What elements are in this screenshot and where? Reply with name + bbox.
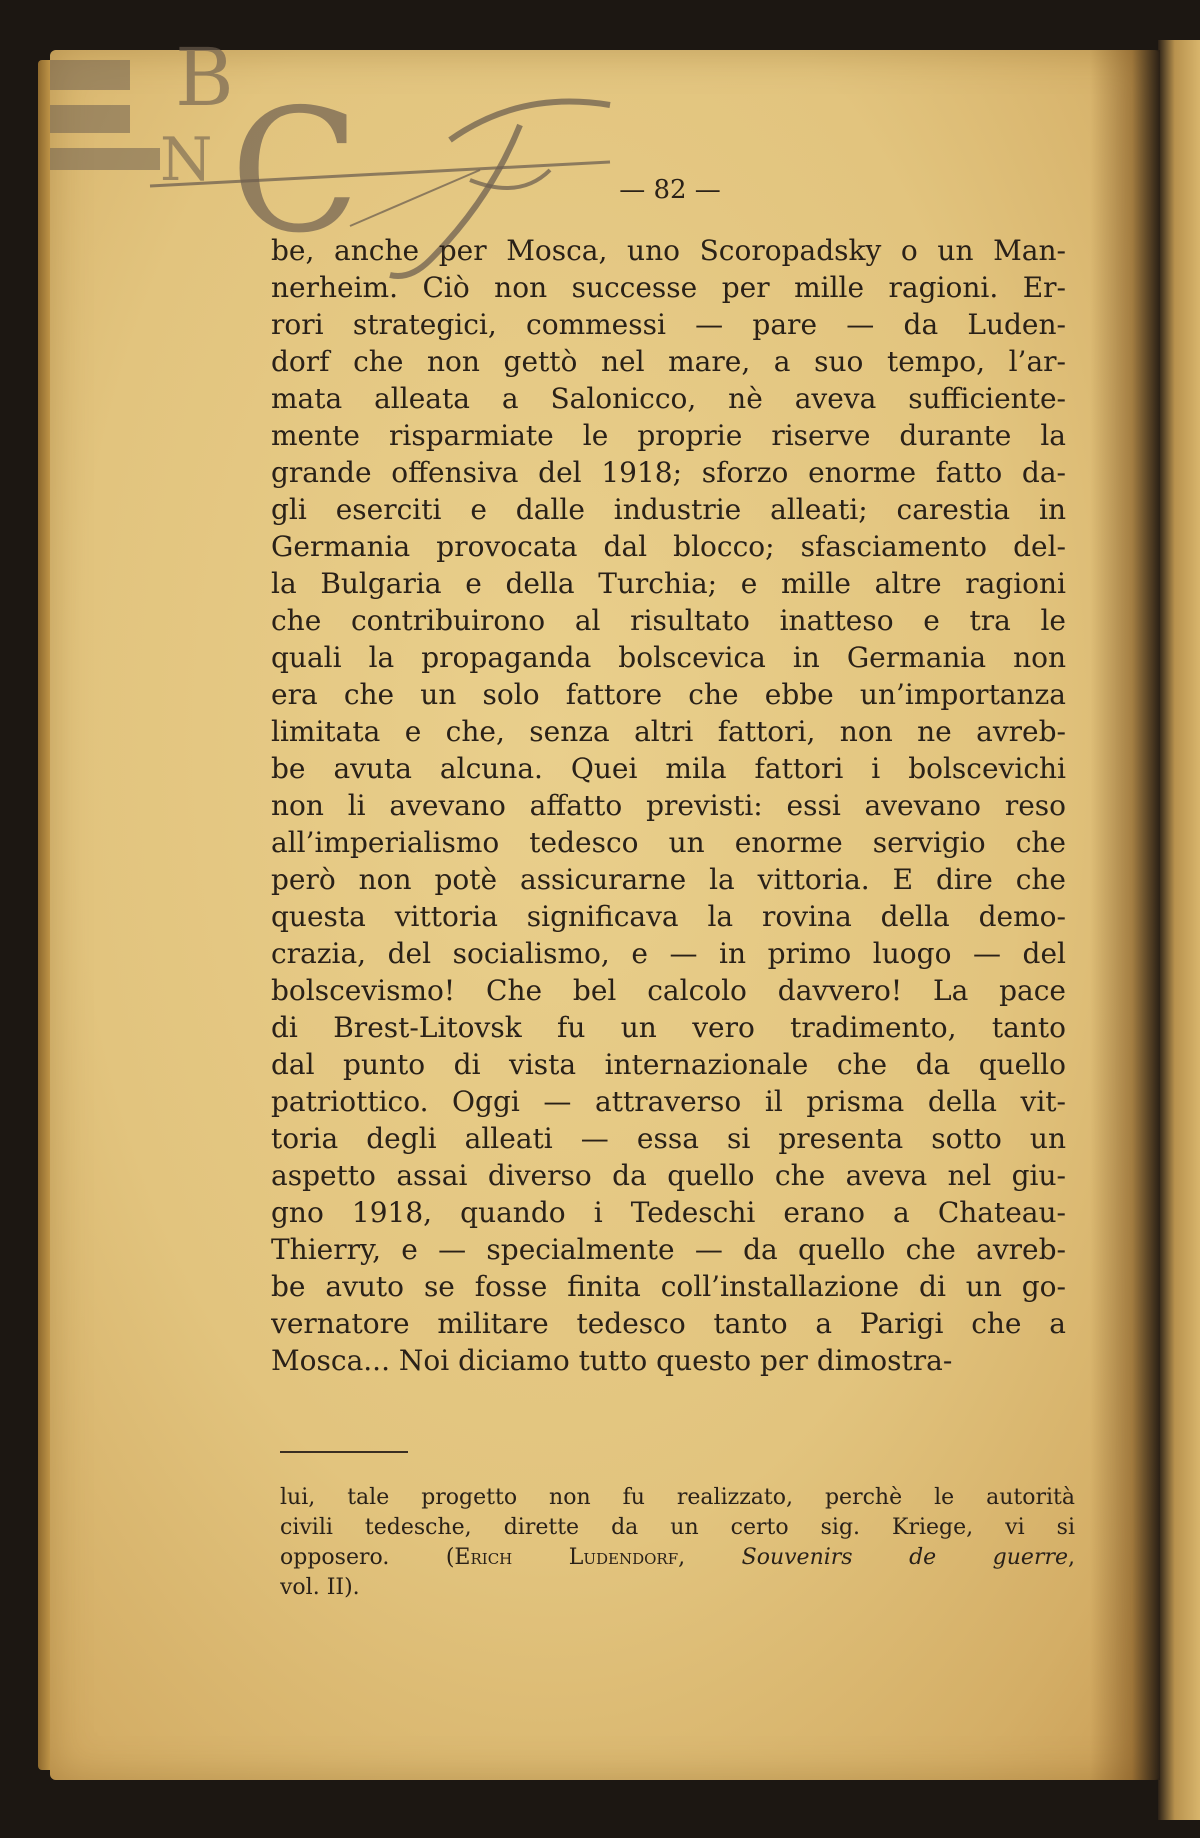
text-line: vernatore militare tedesco tanto a Parigi che a	[271, 1307, 1066, 1340]
footnote-work-title: Souvenirs de guerre	[741, 1545, 1068, 1570]
text-line: dal punto di vista internazionale che da quello	[271, 1048, 1066, 1081]
text-line: però non potè assicurarne la vittoria. E dire che	[271, 863, 1066, 896]
text-line: grande offensiva del 1918; sforzo enorme fatto da-	[271, 456, 1066, 489]
text-line: be avuta alcuna. Quei mila fattori i bolscevichi	[271, 752, 1066, 785]
text-line: bolscevismo! Che bel calcolo davvero! La pace	[271, 974, 1066, 1007]
text-line: quali la propaganda bolscevica in Germania non	[271, 641, 1066, 674]
text-line: di Brest-Litovsk fu un vero tradimento, tanto	[271, 1011, 1066, 1044]
text-line: patriottico. Oggi — attraverso il prisma della vit-	[271, 1085, 1066, 1118]
text-line: be avuto se fosse finita coll’installazione di un go-	[271, 1270, 1066, 1303]
svg-text:B: B	[175, 31, 234, 124]
footnote-separator: ,	[678, 1545, 742, 1570]
svg-text:N: N	[160, 125, 213, 195]
footnote-line: civili tedesche, dirette da un certo sig. Kriege, vi si	[280, 1515, 1075, 1540]
text-line: Mosca... Noi diciamo tutto questo per dimostra-	[271, 1344, 953, 1377]
page-gutter-shadow	[1090, 50, 1160, 1780]
svg-text:C: C	[230, 73, 361, 271]
text-line: toria degli alleati — essa si presenta sotto un	[271, 1122, 1066, 1155]
text-line: non li avevano affatto previsti: essi avevano reso	[271, 789, 1066, 822]
footnote-text: opposero. (	[280, 1545, 455, 1570]
text-line: crazia, del socialismo, e — in primo luogo — del	[271, 937, 1066, 970]
adjacent-page-edge	[1158, 40, 1200, 1820]
text-line: be, anche per Mosca, uno Scoropadsky o un Man-	[271, 234, 1066, 267]
text-line: rori strategici, commessi — pare — da Luden-	[271, 308, 1066, 341]
footnote-rule	[280, 1451, 408, 1453]
text-line: la Bulgaria e della Turchia; e mille altre ragioni	[271, 567, 1066, 600]
text-line: questa vittoria significava la rovina della demo-	[271, 900, 1066, 933]
text-line: Germania provocata dal blocco; sfasciamento del-	[271, 530, 1066, 563]
page-number: — 82 —	[619, 175, 721, 205]
footnote-line	[280, 1543, 1075, 1573]
text-line: mata alleata a Salonicco, nè aveva sufficiente-	[271, 382, 1066, 415]
body-text	[271, 232, 1066, 1379]
footnote-line: lui, tale progetto non fu realizzato, perchè le autorità	[280, 1485, 1075, 1510]
text-line: aspetto assai diverso da quello che aveva nel giu-	[271, 1159, 1066, 1192]
text-line: limitata e che, senza altri fattori, non ne avreb-	[271, 715, 1066, 748]
text-line: all’imperialismo tedesco un enorme servigio che	[271, 826, 1066, 859]
text-line: Thierry, e — specialmente — da quello che avreb-	[271, 1233, 1066, 1266]
text-line: mente risparmiate le proprie riserve durante la	[271, 419, 1066, 452]
text-line: nerheim. Ciò non successe per mille ragioni. Er-	[271, 271, 1066, 304]
footnote	[280, 1483, 1075, 1603]
text-line: gno 1918, quando i Tedeschi erano a Chateau-	[271, 1196, 1066, 1229]
text-line: gli eserciti e dalle industrie alleati; carestia in	[271, 493, 1066, 526]
text-line: che contribuirono al risultato inatteso e tra le	[271, 604, 1066, 637]
text-line: dorf che non gettò nel mare, a suo tempo, l’ar-	[271, 345, 1066, 378]
footnote-text-end: ,	[1068, 1545, 1075, 1570]
text-line: era che un solo fattore che ebbe un’importanza	[271, 678, 1066, 711]
footnote-line: vol. II).	[280, 1575, 360, 1600]
footnote-author: Erich Ludendorf	[454, 1545, 679, 1570]
